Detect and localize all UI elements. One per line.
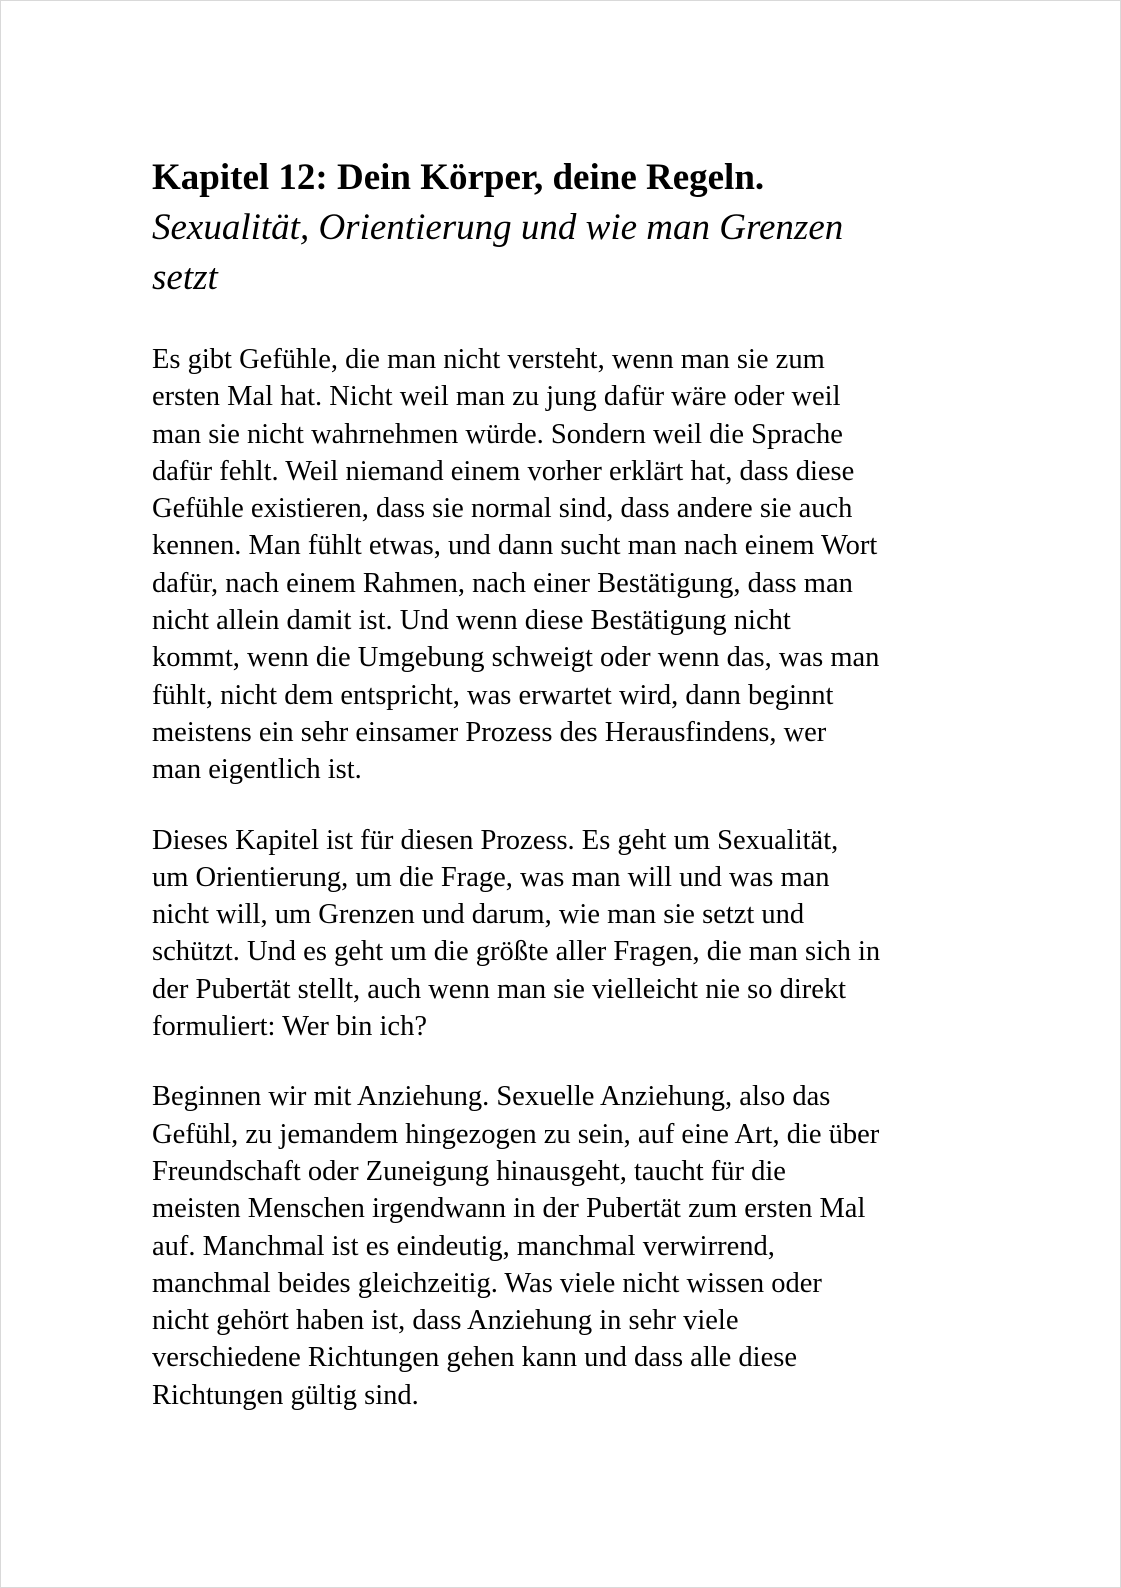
text-line: dafür, nach einem Rahmen, nach einer Bestätigung, dass man xyxy=(152,567,853,599)
paragraph-1 xyxy=(152,341,982,789)
text-line: formuliert: Wer bin ich? xyxy=(152,1011,427,1043)
text-line: dafür fehlt. Weil niemand einem vorher erklärt hat, dass diese xyxy=(152,455,855,487)
text-line: fühlt, nicht dem entspricht, was erwartet wird, dann beginnt xyxy=(152,679,834,711)
chapter-content xyxy=(152,153,982,1447)
text-line: der Pubertät stellt, auch wenn man sie vielleicht nie so direkt xyxy=(152,973,847,1005)
text-line: kennen. Man fühlt etwas, und dann sucht man nach einem Wort xyxy=(152,530,878,562)
paragraph-3 xyxy=(152,1078,982,1414)
text-line: Es gibt Gefühle, die man nicht versteht, wenn man sie zum xyxy=(152,344,825,375)
text-line: kommt, wenn die Umgebung schweigt oder wenn das, was man xyxy=(152,642,880,674)
text-line: nicht will, um Grenzen und darum, wie man sie setzt und xyxy=(152,899,805,931)
text-line: man eigentlich ist. xyxy=(152,754,362,786)
text-line: man sie nicht wahrnehmen würde. Sondern weil die Sprache xyxy=(152,418,843,450)
text-line: Gefühle existieren, dass sie normal sind, dass andere sie auch xyxy=(152,493,853,525)
text-line: Dieses Kapitel ist für diesen Prozess. Es geht um Sexualität, xyxy=(152,824,839,856)
text-line: Beginnen wir mit Anziehung. Sexuelle Anziehung, also das xyxy=(152,1081,831,1113)
text-line: meistens ein sehr einsamer Prozess des Herausfindens, wer xyxy=(152,716,827,748)
text-line: verschiedene Richtungen gehen kann und dass alle diese xyxy=(152,1342,797,1374)
text-line: um Orientierung, um die Frage, was man will und was man xyxy=(152,861,830,893)
text-line: ersten Mal hat. Nicht weil man zu jung dafür wäre oder weil xyxy=(152,381,841,413)
chapter-title: Kapitel 12: Dein Körper, deine Regeln. xyxy=(152,157,765,198)
subtitle-line: setzt xyxy=(152,257,218,298)
text-line: nicht allein damit ist. Und wenn diese Bestätigung nicht xyxy=(152,605,791,637)
subtitle-line: Sexualität, Orientierung und wie man Grenzen xyxy=(152,207,844,248)
text-line: manchmal beides gleichzeitig. Was viele nicht wissen oder xyxy=(152,1267,822,1299)
text-line: schützt. Und es geht um die größte aller Fragen, die man sich in xyxy=(152,936,881,968)
text-line: Freundschaft oder Zuneigung hinausgeht, taucht für die xyxy=(152,1155,786,1187)
text-line: Richtungen gültig sind. xyxy=(152,1379,419,1411)
text-line: auf. Manchmal ist es eindeutig, manchmal verwirrend, xyxy=(152,1230,775,1262)
text-line: Gefühl, zu jemandem hingezogen zu sein, auf eine Art, die über xyxy=(152,1118,880,1150)
text-line: meisten Menschen irgendwann in der Pubertät zum ersten Mal xyxy=(152,1193,866,1225)
text-line: nicht gehört haben ist, dass Anziehung in sehr viele xyxy=(152,1305,739,1337)
chapter-subtitle xyxy=(152,203,982,303)
paragraph-2 xyxy=(152,822,982,1046)
